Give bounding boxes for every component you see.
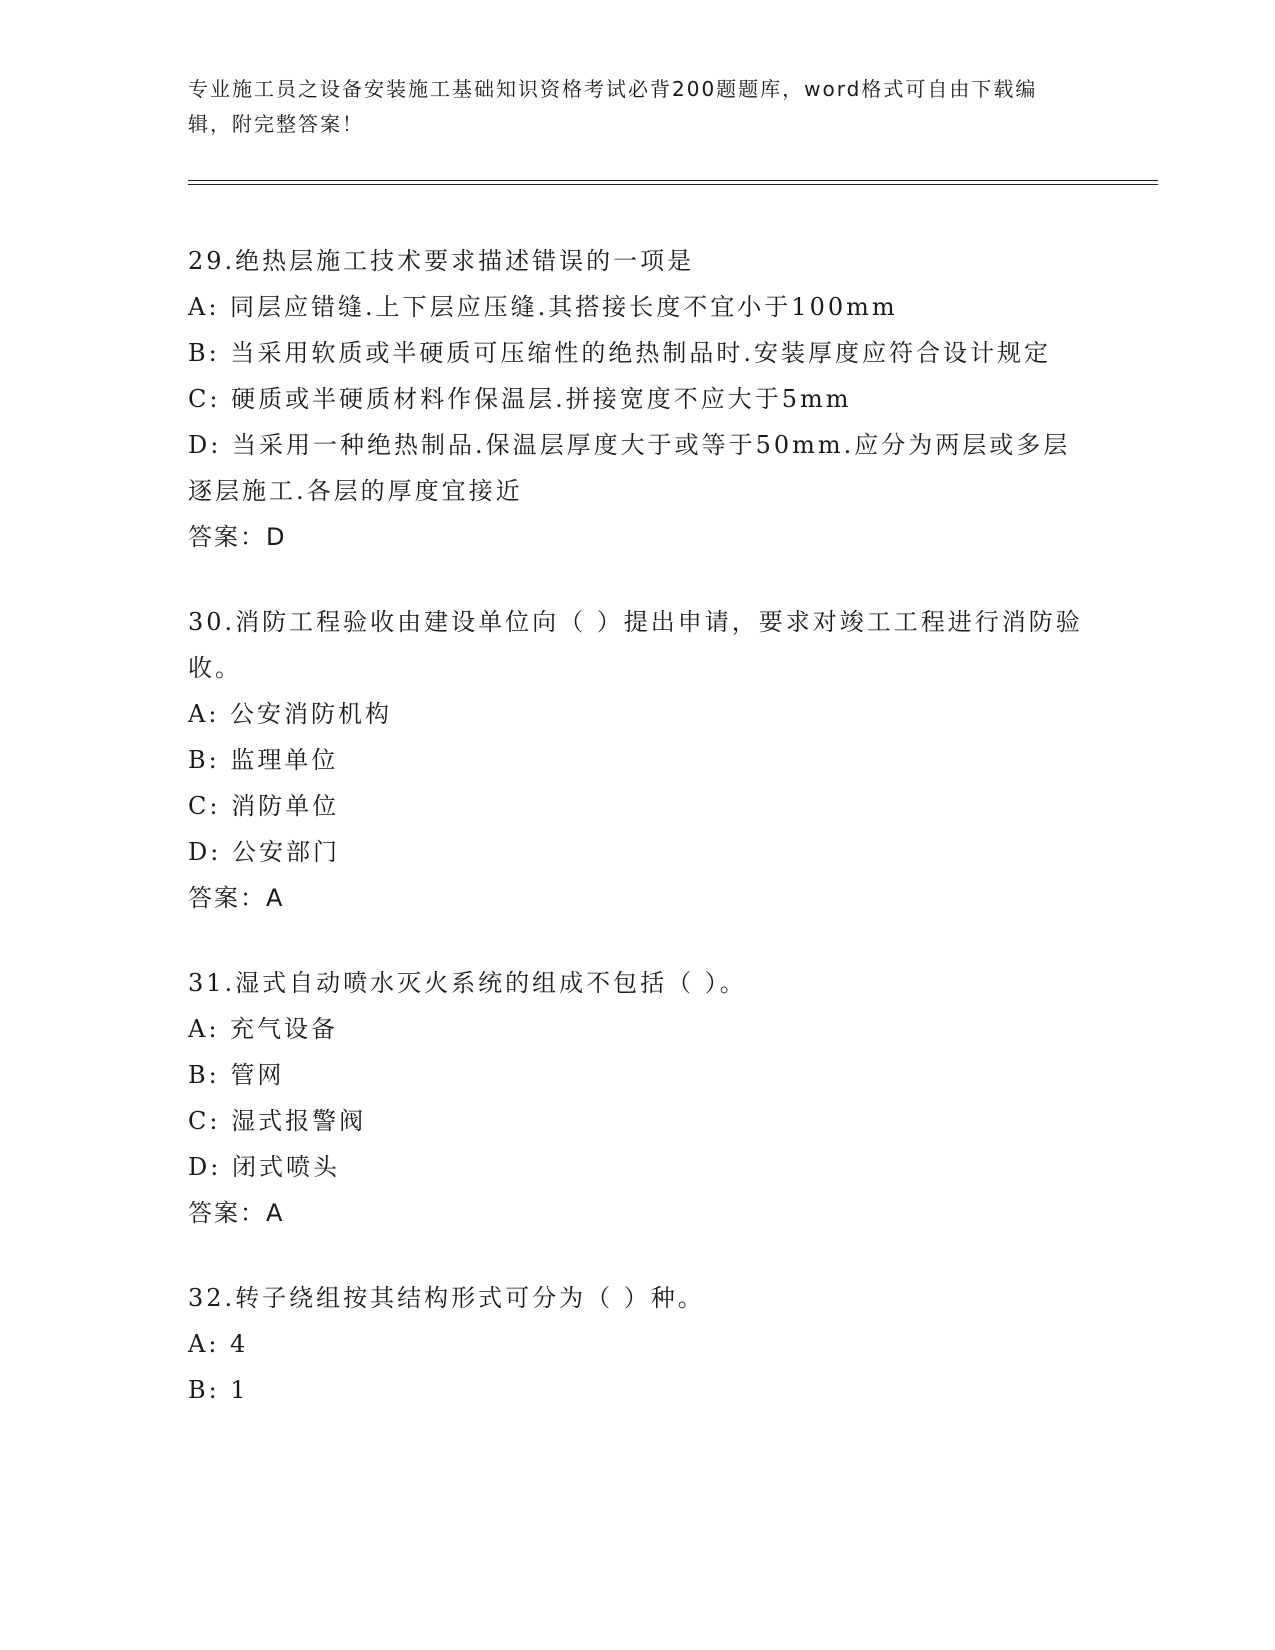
question-32 — [188, 1275, 1148, 1413]
answer: 答案：A — [188, 1199, 285, 1227]
option-b: B: 监理单位 — [188, 746, 339, 774]
document-header: 专业施工员之设备安装施工基础知识资格考试必背200题题库，word格式可自由下载编辑，附完整答案！ — [188, 77, 1038, 136]
document-page — [188, 72, 1148, 1452]
header-divider — [188, 180, 1158, 185]
question-stem: 29.绝热层施工技术要求描述错误的一项是 — [188, 247, 695, 275]
question-stem: 31.湿式自动喷水灭火系统的组成不包括（ ）。 — [188, 969, 747, 997]
option-b: B: 1 — [188, 1376, 249, 1404]
option-a: A: 公安消防机构 — [188, 700, 393, 728]
question-30 — [188, 599, 1148, 921]
option-c: C: 湿式报警阀 — [188, 1107, 367, 1135]
option-a: A: 4 — [188, 1330, 249, 1358]
answer: 答案：A — [188, 884, 285, 912]
answer: 答案：D — [188, 523, 287, 551]
question-stem: 30.消防工程验收由建设单位向（ ）提出申请，要求对竣工工程进行消防验收。 — [188, 608, 1083, 682]
option-c: C: 消防单位 — [188, 792, 340, 820]
question-list — [188, 238, 1148, 1413]
option-d: D: 当采用一种绝热制品.保温层厚度大于或等于50mm.应分为两层或多层逐层施工.各层的厚度宜接近 — [188, 431, 1071, 505]
option-d: D: 闭式喷头 — [188, 1153, 340, 1181]
question-31 — [188, 960, 1148, 1236]
option-d: D: 公安部门 — [188, 838, 340, 866]
option-c: C: 硬质或半硬质材料作保温层.拼接宽度不应大于5mm — [188, 385, 852, 413]
option-b: B: 管网 — [188, 1061, 285, 1089]
option-b: B: 当采用软质或半硬质可压缩性的绝热制品时.安装厚度应符合设计规定 — [188, 339, 1051, 367]
option-a: A: 同层应错缝.上下层应压缝.其搭接长度不宜小于100mm — [188, 293, 898, 321]
option-a: A: 充气设备 — [188, 1015, 339, 1043]
question-stem: 32.转子绕组按其结构形式可分为（ ）种。 — [188, 1284, 705, 1312]
question-29 — [188, 238, 1148, 560]
